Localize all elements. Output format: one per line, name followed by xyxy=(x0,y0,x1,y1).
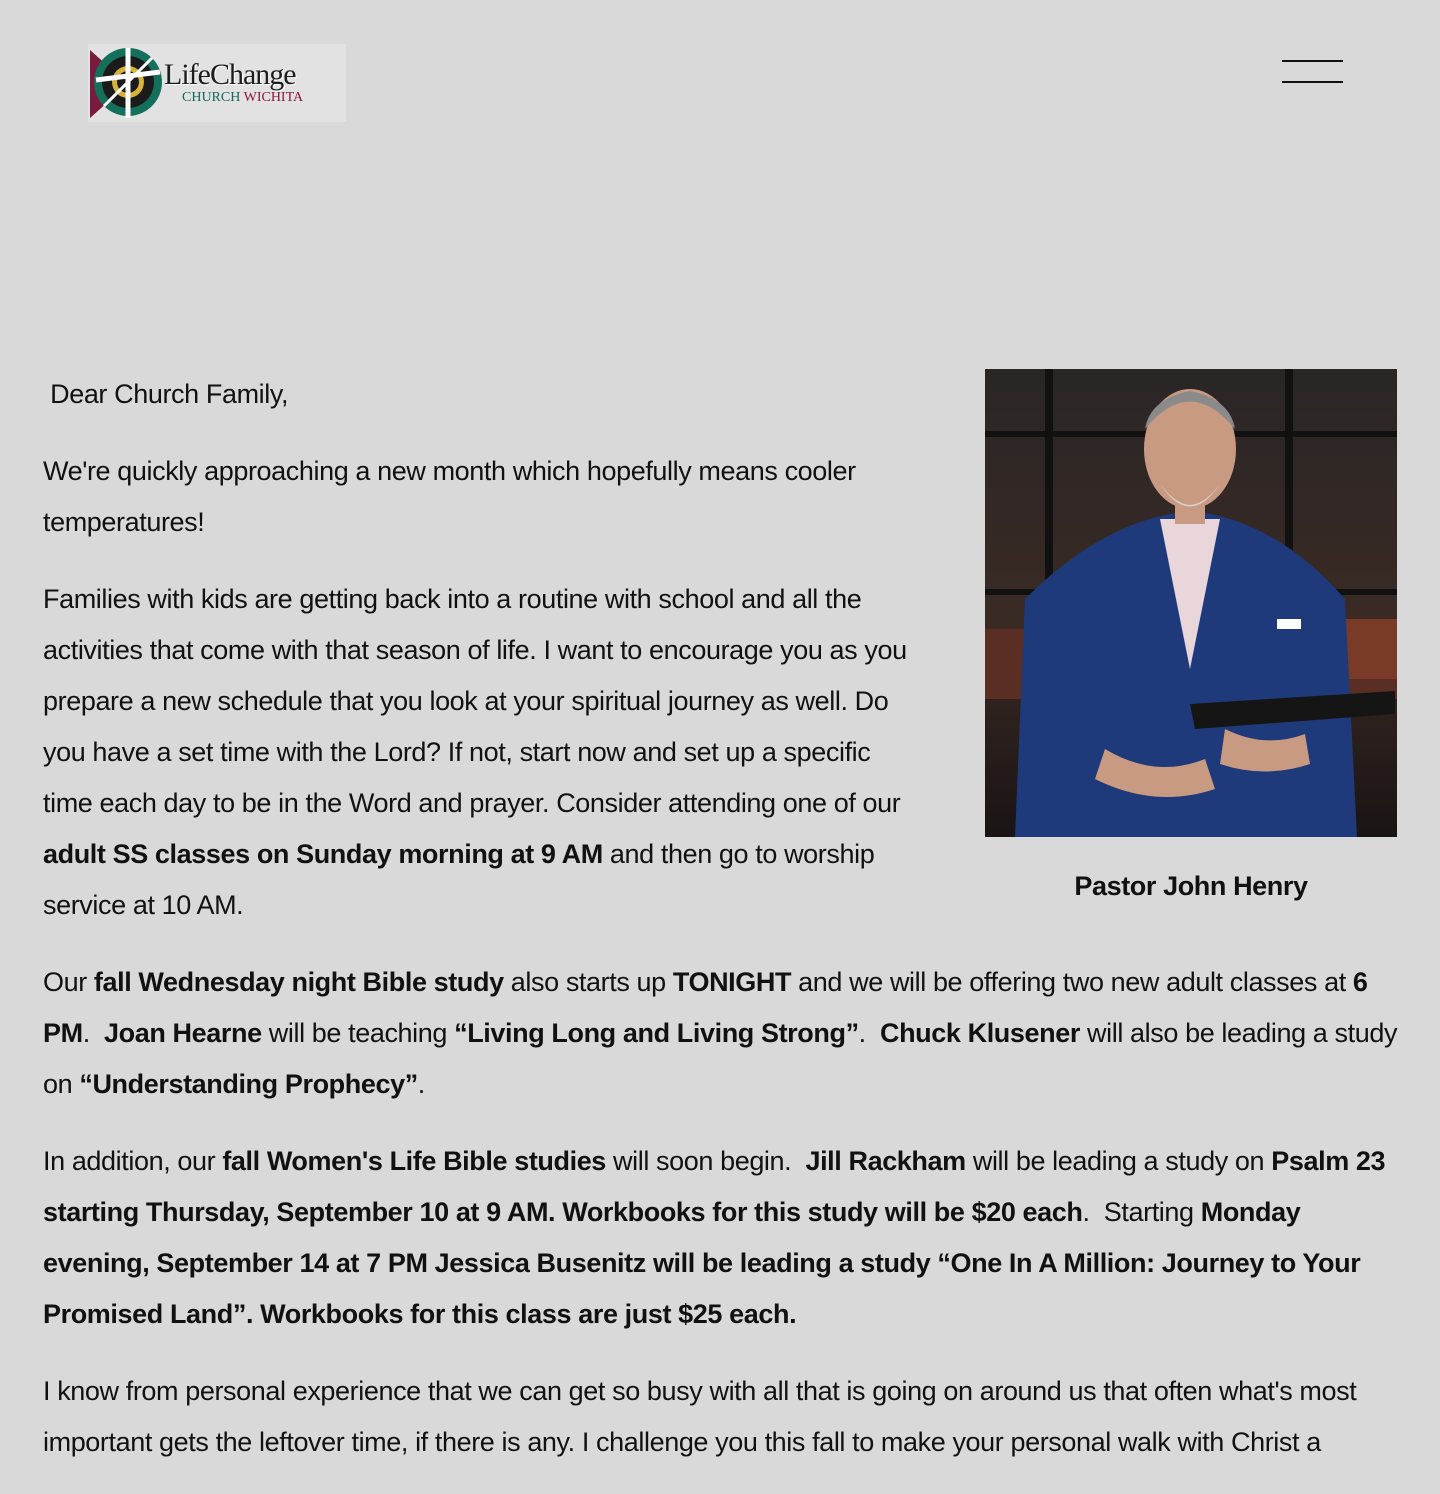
logo-wordmark: LifeChange xyxy=(164,58,296,91)
menu-bar-bottom xyxy=(1282,81,1343,83)
p3-text-e: and we will be offering two new adult classes at xyxy=(791,967,1353,997)
pastor-photo-illustration xyxy=(985,369,1397,837)
p4-text-g: . Starting xyxy=(1082,1197,1201,1227)
letter-paragraph-5: I know from personal experience that we can get so busy with all that is going on around us that often what's most important gets the leftover time, if there is any. I challenge you this fall to make your personal walk with Christ a xyxy=(43,1376,1357,1457)
p4-bold-womens-life: fall Women's Life Bible studies xyxy=(222,1146,606,1176)
p3-text-o: . xyxy=(417,1069,425,1099)
letter-paragraph-2 xyxy=(43,574,923,931)
logo-emblem-icon xyxy=(88,44,168,122)
p4-bold-monday-study: Monday evening, September 14 at 7 PM Jessica Busenitz will be leading a study “One In A Million: Journey to Your Promised Land”. Workbooks for this class are just $25 each. xyxy=(43,1197,1361,1329)
logo-sub-church: CHURCH xyxy=(182,90,241,105)
p3-bold-tonight: TONIGHT xyxy=(672,967,792,997)
hamburger-menu-button[interactable] xyxy=(1278,54,1348,90)
p3-text-k: . xyxy=(858,1018,880,1048)
p4-text-e: will be leading a study on xyxy=(965,1146,1272,1176)
logo-sub-wichita: WICHITA xyxy=(243,90,304,105)
p2-bold-sunday-classes: adult SS classes on Sunday morning at 9 AM xyxy=(43,839,603,869)
p3-bold-chuck-klusener: Chuck Klusener xyxy=(879,1018,1080,1048)
pastor-figure xyxy=(985,369,1397,902)
logo-subtitle xyxy=(182,90,303,106)
p2-text-c: and then go to worship service at 10 AM. xyxy=(43,839,875,920)
menu-bar-top xyxy=(1282,60,1343,62)
p4-text-a: In addition, our xyxy=(43,1146,223,1176)
p3-bold-joan-hearne: Joan Hearne xyxy=(104,1018,262,1048)
site-header xyxy=(0,0,1440,150)
p3-text-i: will be teaching xyxy=(261,1018,455,1048)
pastor-caption: Pastor John Henry xyxy=(1074,871,1308,901)
site-logo[interactable] xyxy=(88,44,346,122)
p4-bold-jill-rackham: Jill Rackham xyxy=(805,1146,966,1176)
p3-bold-6pm: 6 PM xyxy=(43,967,1368,1048)
letter-paragraph-3 xyxy=(43,957,1403,1110)
p3-text-a: Our xyxy=(43,967,94,997)
p4-text-c: will soon begin. xyxy=(605,1146,806,1176)
p3-bold-wednesday-study: fall Wednesday night Bible study xyxy=(93,967,504,997)
p3-text-m: will also be leading a study on xyxy=(43,1018,1398,1099)
p3-bold-living-long: “Living Long and Living Strong” xyxy=(454,1018,859,1048)
letter-paragraph-4 xyxy=(43,1136,1403,1340)
p3-bold-understanding-prophecy: “Understanding Prophecy” xyxy=(79,1069,418,1099)
p4-bold-psalm-23: Psalm 23 starting Thursday, September 10 at 9 AM. Workbooks for this study will be $20 each xyxy=(43,1146,1386,1227)
p3-text-g: . xyxy=(82,1018,105,1048)
p2-text-a: Families with kids are getting back into a routine with school and all the activities that come with that season of life. I want to encourage you as you prepare a new schedule that you look at your spiritual journey as well. Do you have a set time with the Lord? If not, start now and set up a specific time each day to be in the Word and prayer. Consider attending one of our xyxy=(43,584,907,818)
letter-paragraph-1: We're quickly approaching a new month which hopefully means cooler temperatures! xyxy=(43,456,856,537)
letter-greeting: Dear Church Family, xyxy=(43,379,289,409)
p3-text-c: also starts up xyxy=(503,967,673,997)
pastor-photo xyxy=(985,369,1397,837)
